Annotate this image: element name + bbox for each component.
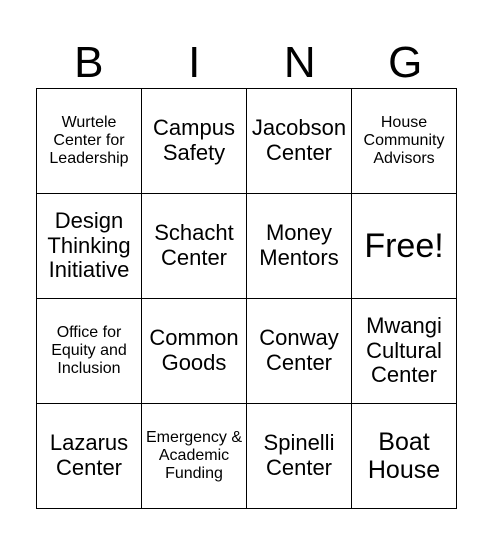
bingo-grid [36, 88, 457, 509]
bingo-cell[interactable]: Money Mentors [247, 194, 352, 299]
bingo-cell[interactable]: Boat House [352, 404, 457, 509]
header-letter-b: B [74, 38, 104, 87]
bingo-cell[interactable]: Office for Equity and Inclusion [37, 299, 142, 404]
bingo-cell[interactable]: Campus Safety [142, 89, 247, 194]
header-letter-i: I [188, 38, 201, 87]
bingo-cell-free[interactable]: Free! [352, 194, 457, 299]
bingo-header [36, 38, 458, 88]
header-letter-n: N [283, 38, 316, 87]
bingo-cell[interactable]: House Community Advisors [352, 89, 457, 194]
bingo-cell[interactable]: Conway Center [247, 299, 352, 404]
bingo-cell[interactable]: Jacobson Center [247, 89, 352, 194]
bingo-cell[interactable]: Emergency & Academic Funding [142, 404, 247, 509]
bingo-cell[interactable]: Mwangi Cultural Center [352, 299, 457, 404]
bingo-cell[interactable]: Lazarus Center [37, 404, 142, 509]
bingo-cell[interactable]: Common Goods [142, 299, 247, 404]
bingo-cell[interactable]: Schacht Center [142, 194, 247, 299]
bingo-cell[interactable]: Design Thinking Initiative [37, 194, 142, 299]
bingo-cell[interactable]: Wurtele Center for Leadership [37, 89, 142, 194]
header-letter-g: G [388, 38, 423, 87]
bingo-cell[interactable]: Spinelli Center [247, 404, 352, 509]
